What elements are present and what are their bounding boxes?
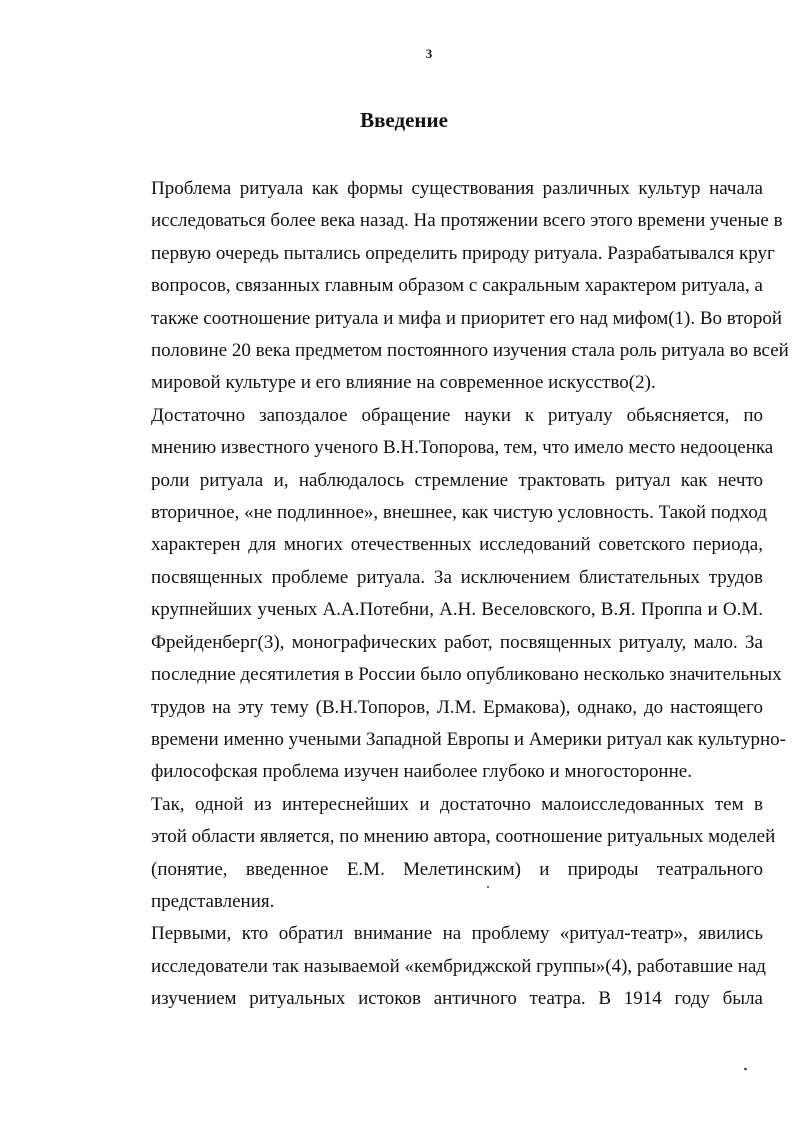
text-line: исследоваться более века назад. На протяжении всего этого времени ученые в bbox=[151, 210, 783, 232]
paragraph-1 bbox=[103, 173, 789, 400]
text-line: философская проблема изучен наиболее глубоко и многосторонне. bbox=[151, 761, 692, 783]
text-line: вторичное, «не подлинное», внешнее, как чистую условность. Такой подход bbox=[151, 502, 768, 524]
text-line: последние десятилетия в России было опубликовано несколько значительных bbox=[151, 664, 782, 686]
text-line: изучением ритуальных истоков античного театра. В 1914 году была bbox=[151, 988, 763, 1010]
text-line: этой области является, по мнению автора, соотношение ритуальных моделей bbox=[151, 826, 776, 848]
paragraph-4 bbox=[103, 918, 766, 1015]
text-line: роли ритуала и, наблюдалось стремление трактовать ритуал как нечто bbox=[151, 469, 763, 491]
text-line: (понятие, введенное Е.М. Мелетинским) и природы театрального bbox=[151, 858, 763, 880]
text-line: вопросов, связанных главным образом с сакральным характером ритуала, а bbox=[151, 275, 763, 297]
text-line: Достаточно запоздалое обращение науки к ритуалу обьясняется, по bbox=[151, 404, 763, 426]
text-line: Фрейденберг(3), монографических работ, посвященных ритуалу, мало. За bbox=[151, 631, 763, 653]
text-line: представления. bbox=[151, 890, 275, 912]
text-line: первую очередь пытались определить природу ритуала. Разрабатывался круг bbox=[151, 242, 775, 264]
scan-speck bbox=[487, 886, 489, 888]
paragraph-3 bbox=[103, 789, 776, 919]
scan-speck bbox=[744, 1067, 748, 1070]
page-number: 3 bbox=[425, 46, 433, 61]
text-line: половине 20 века предметом постоянного изучения стала роль ритуала во всей bbox=[151, 340, 789, 362]
text-line: также соотношение ритуала и мифа и приоритет его над мифом(1). Во второй bbox=[151, 307, 783, 329]
text-line: характерен для многих отечественных исследований советского периода, bbox=[151, 534, 763, 556]
text-line: времени именно учеными Западной Европы и Америки ритуал как культурно- bbox=[151, 728, 787, 750]
text-line: мнению известного ученого В.Н.Топорова, тем, что имело место недооценка bbox=[151, 437, 774, 459]
text-line: мировой культуре и его влияние на современное искусство(2). bbox=[151, 372, 656, 394]
text-line: Первыми, кто обратил внимание на проблему «ритуал-театр», явились bbox=[151, 923, 763, 945]
text-line: Так, одной из интереснейших и достаточно малоисследованных тем в bbox=[151, 793, 763, 815]
text-line: трудов на эту тему (В.Н.Топоров, Л.М. Ермакова), однако, до настоящего bbox=[151, 696, 763, 718]
section-heading: Введение bbox=[360, 108, 448, 132]
text-line: исследователи так называемой «кембриджской группы»(4), работавшие над bbox=[151, 955, 766, 977]
paragraph-2 bbox=[103, 400, 787, 789]
text-line: посвященных проблеме ритуала. За исключением блистательных трудов bbox=[151, 566, 763, 588]
text-line: Проблема ритуала как формы существования различных культур начала bbox=[151, 178, 763, 199]
text-line: крупнейших ученых А.А.Потебни, А.Н. Веселовского, В.Я. Проппа и О.М. bbox=[151, 599, 763, 621]
body-text bbox=[103, 173, 789, 1016]
